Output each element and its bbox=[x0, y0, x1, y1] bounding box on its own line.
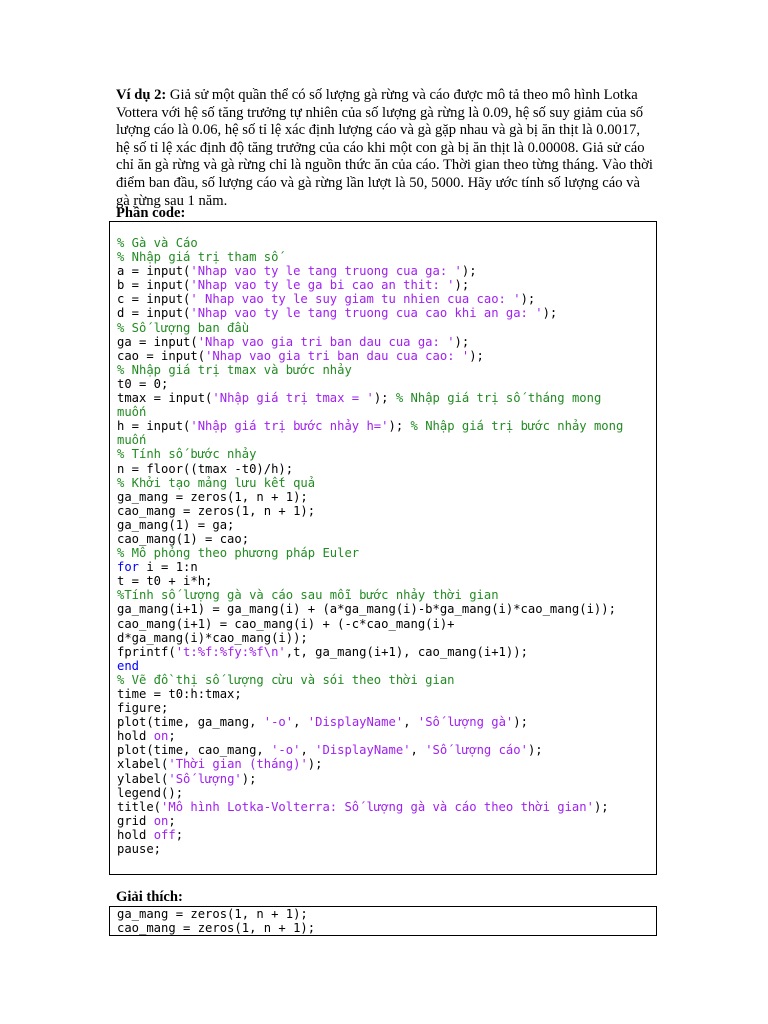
code-line bbox=[117, 828, 656, 842]
code-token: ga_mang(i+1) = ga_mang(i) + (a*ga_mang(i)-b*ga_mang(i)*cao_mang(i)); bbox=[117, 602, 616, 617]
code-token: 'Thời gian (tháng)' bbox=[168, 757, 308, 772]
code-token: xlabel( bbox=[117, 757, 169, 772]
code-token: , bbox=[300, 743, 316, 758]
code-line bbox=[117, 757, 656, 771]
code-token: ); bbox=[527, 743, 543, 758]
code-token: 'DisplayName' bbox=[307, 715, 404, 730]
code-token: % Nhập giá trị số tháng mong bbox=[395, 391, 602, 406]
code-line bbox=[117, 532, 656, 546]
code-token: 'Nhap vao gia tri ban dau cua cao: ' bbox=[205, 348, 470, 363]
code-token: ); bbox=[454, 334, 470, 349]
code-line bbox=[117, 476, 656, 490]
code-token: 'Số lượng' bbox=[168, 771, 242, 786]
code-token: i = 1:n bbox=[139, 560, 198, 575]
code-token: ,t, ga_mang(i+1), cao_mang(i+1)); bbox=[285, 644, 528, 659]
code-token: ); bbox=[520, 292, 536, 307]
code-line bbox=[117, 617, 656, 631]
problem-text: Giả sử một quần thể có số lượng gà rừng và cáo được mô tả theo mô hình Lotka Vottera với hệ số tăng trưởng tự nhiên của số lượng gà rừng là 0.09, hệ số suy giảm của số lượng cáo là 0.06, hệ số tỉ lệ xác định lượng cáo và gà gặp nhau và gà bị ăn thịt là 0.0017, hệ số tỉ lệ xác định độ tăng trưởng của cáo khi một con gà bị ăn thịt là 0.00008. Giả sử cáo chỉ ăn gà rừng và gà rừng chỉ là nguồn thức ăn của cáo. Thời gian theo từng tháng. Vào thời điểm ban đầu, số lượng cáo và gà rừng lần lượt là 50, 5000. Hãy ước tính số lượng cáo và gà rừng sau 1 năm. bbox=[116, 87, 653, 209]
code-line bbox=[117, 743, 656, 757]
code-token: plot(time, cao_mang, bbox=[117, 743, 272, 758]
code-token: legend(); bbox=[117, 785, 184, 800]
code-token: 'Số lượng cáo' bbox=[425, 743, 528, 758]
code-token: cao_mang = zeros(1, n + 1); bbox=[117, 921, 316, 936]
code-line bbox=[117, 504, 656, 518]
code-token: '-o' bbox=[271, 743, 301, 758]
code-token: % Tính số bước nhảy bbox=[117, 447, 257, 462]
code-token: ga_mang = zeros(1, n + 1); bbox=[117, 907, 308, 921]
code-token: muốn bbox=[117, 433, 147, 448]
code-token: grid bbox=[117, 813, 154, 828]
code-line bbox=[117, 278, 656, 292]
code-token: ylabel( bbox=[117, 771, 169, 786]
code-token: % Nhập giá trị tham số bbox=[117, 250, 279, 265]
code-token: d = input( bbox=[117, 306, 191, 321]
code-token: on bbox=[153, 729, 169, 744]
code-token: t = t0 + i*h; bbox=[117, 574, 213, 589]
code-token: 'Nhập giá trị bước nhảy h=' bbox=[190, 419, 389, 434]
code-line bbox=[117, 842, 656, 856]
code-token: % Mô phỏng theo phương pháp Euler bbox=[117, 546, 360, 561]
code-token: plot(time, ga_mang, bbox=[117, 715, 264, 730]
code-token: , bbox=[293, 715, 308, 730]
code-token: ga_mang = zeros(1, n + 1); bbox=[117, 489, 308, 504]
code-token: ; bbox=[175, 827, 184, 842]
code-line bbox=[117, 687, 656, 701]
code-line bbox=[117, 546, 656, 560]
code-line bbox=[117, 518, 656, 532]
code-token: hold bbox=[117, 729, 154, 744]
code-token: 'Nhap vao ty le tang truong cua cao khi an ga: ' bbox=[190, 306, 543, 321]
code-line bbox=[117, 631, 656, 645]
code-token: b = input( bbox=[117, 278, 191, 293]
code-line bbox=[117, 462, 656, 476]
code-line bbox=[117, 659, 656, 673]
code-token: 'Mô hình Lotka-Volterra: Số lượng gà và cáo theo thời gian' bbox=[161, 799, 594, 814]
code-token: % Nhập giá trị bước nhảy mong bbox=[410, 419, 624, 434]
code-line bbox=[117, 292, 656, 306]
code-line bbox=[117, 921, 656, 935]
code-line bbox=[117, 363, 656, 377]
code-line bbox=[117, 800, 656, 814]
code-token: 'Nhap vao ty le tang truong cua ga: ' bbox=[190, 264, 462, 279]
code-line bbox=[117, 715, 656, 729]
code-line bbox=[117, 447, 656, 461]
code-token: 't:%f:%fy:%f\n' bbox=[175, 644, 286, 659]
code-line bbox=[117, 490, 656, 504]
code-token: % Số lượng ban đầu bbox=[117, 320, 250, 335]
code-token: , bbox=[403, 715, 418, 730]
code-token: title( bbox=[117, 799, 162, 814]
code-line bbox=[117, 907, 656, 921]
problem-statement bbox=[116, 87, 656, 210]
code-token: n = floor((tmax -t0)/h); bbox=[117, 461, 294, 476]
code-token: d*ga_mang(i)*cao_mang(i)); bbox=[117, 630, 308, 645]
code-token: h = input( bbox=[117, 419, 191, 434]
code-token: cao_mang(1) = cao; bbox=[117, 531, 250, 546]
explanation-code-block bbox=[109, 906, 657, 936]
code-line bbox=[117, 419, 656, 433]
code-token: hold bbox=[117, 827, 154, 842]
code-line bbox=[117, 250, 656, 264]
code-token: 'DisplayName' bbox=[315, 743, 411, 758]
code-token: a = input( bbox=[117, 264, 191, 279]
code-token: % Vẽ đồ thị số lượng cừu và sói theo thời gian bbox=[117, 672, 455, 687]
code-line bbox=[117, 645, 656, 659]
code-token: for bbox=[117, 560, 140, 575]
code-token: ga_mang(1) = ga; bbox=[117, 517, 235, 532]
code-token: ); bbox=[542, 306, 558, 321]
explanation-label: Giải thích: bbox=[116, 889, 183, 905]
code-token: pause; bbox=[117, 842, 162, 857]
code-line bbox=[117, 377, 656, 391]
code-line bbox=[117, 405, 656, 419]
code-token: % Nhập giá trị tmax và bước nhảy bbox=[117, 362, 352, 377]
code-block bbox=[109, 221, 657, 875]
code-token: 'Nhap vao gia tri ban dau cua ga: ' bbox=[197, 334, 455, 349]
code-token: 'Số lượng gà' bbox=[417, 715, 514, 730]
code-line bbox=[117, 772, 656, 786]
code-token: c = input( bbox=[117, 292, 191, 307]
code-token: ); bbox=[593, 799, 609, 814]
code-token: %Tính số lượng gà và cáo sau mỗi bước nhảy thời gian bbox=[117, 588, 499, 603]
code-line bbox=[117, 349, 656, 363]
code-token: ); bbox=[469, 348, 484, 363]
code-token: cao_mang = zeros(1, n + 1); bbox=[117, 503, 316, 518]
code-token: ); bbox=[373, 391, 396, 406]
code-token: 'Nhập giá trị tmax = ' bbox=[212, 391, 374, 406]
code-line bbox=[117, 236, 656, 250]
code-token: cao_mang(i+1) = cao_mang(i) + (-c*cao_mang(i)+ bbox=[117, 616, 455, 631]
code-section-label: Phần code: bbox=[116, 205, 186, 221]
code-line bbox=[117, 433, 656, 447]
code-token: % Gà và Cáo bbox=[117, 236, 198, 250]
code-token: tmax = input( bbox=[117, 391, 213, 406]
code-token: ); bbox=[388, 419, 411, 434]
code-line bbox=[117, 588, 656, 602]
code-token: on bbox=[153, 813, 169, 828]
code-token: end bbox=[117, 658, 140, 673]
code-line bbox=[117, 786, 656, 800]
code-token: t0 = 0; bbox=[117, 376, 169, 391]
code-token: ); bbox=[454, 278, 470, 293]
code-token: 'Nhap vao ty le ga bi cao an thit: ' bbox=[190, 278, 455, 293]
example-heading: Ví dụ 2: bbox=[116, 87, 167, 103]
code-line bbox=[117, 574, 656, 588]
code-line bbox=[117, 701, 656, 715]
code-token: , bbox=[410, 743, 426, 758]
code-token: muốn bbox=[117, 405, 147, 420]
code-line bbox=[117, 321, 656, 335]
code-line bbox=[117, 602, 656, 616]
code-line bbox=[117, 335, 656, 349]
code-line bbox=[117, 306, 656, 320]
code-token: ' Nhap vao ty le suy giam tu nhien cua cao: ' bbox=[190, 292, 521, 307]
code-token: ); bbox=[513, 715, 528, 730]
code-line bbox=[117, 729, 656, 743]
code-token: fprintf( bbox=[117, 644, 176, 659]
code-token: ga = input( bbox=[117, 334, 198, 349]
code-token: figure; bbox=[117, 701, 169, 716]
code-token: ); bbox=[241, 771, 257, 786]
code-line bbox=[117, 814, 656, 828]
code-line bbox=[117, 391, 656, 405]
code-token: cao = input( bbox=[117, 348, 206, 363]
code-line bbox=[117, 264, 656, 278]
code-token: ); bbox=[307, 757, 323, 772]
code-token: time = t0:h:tmax; bbox=[117, 687, 242, 701]
code-line bbox=[117, 673, 656, 687]
code-token: % Khởi tạo mảng lưu kết quả bbox=[117, 475, 316, 490]
code-token: '-o' bbox=[263, 715, 294, 730]
code-token: off bbox=[153, 827, 176, 842]
code-token: ; bbox=[168, 729, 176, 744]
code-line bbox=[117, 560, 656, 574]
code-token: ; bbox=[168, 813, 176, 828]
code-token: ); bbox=[461, 264, 477, 279]
